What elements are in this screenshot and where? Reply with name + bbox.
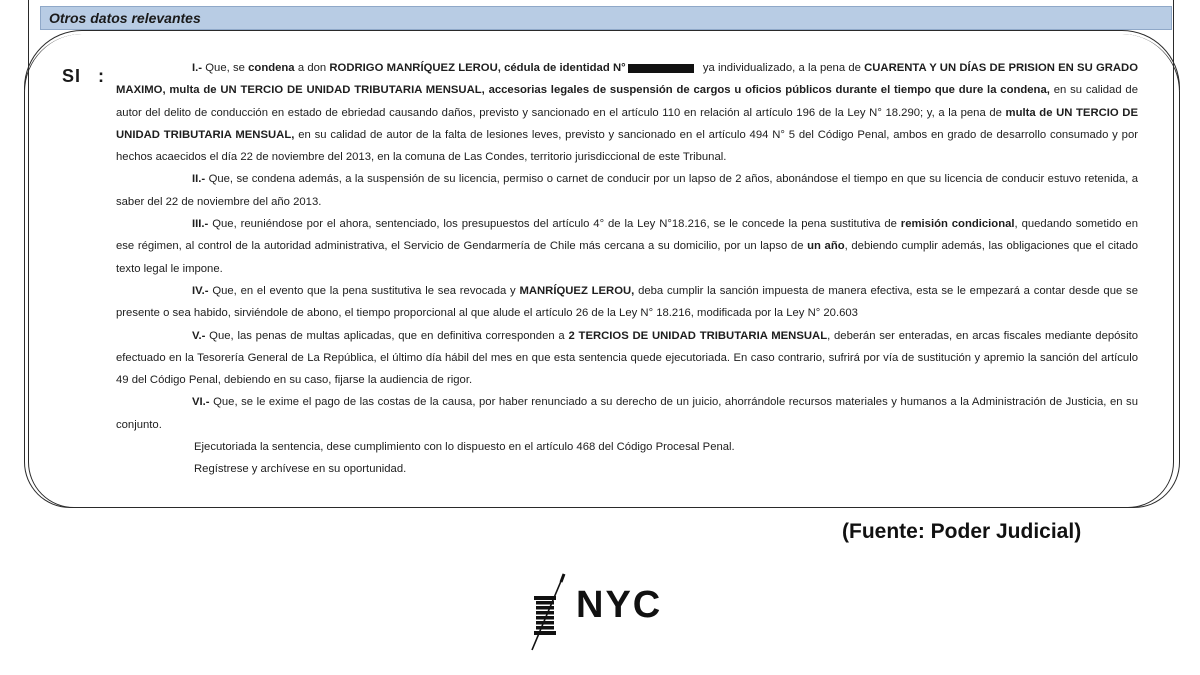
si-colon: : (98, 66, 104, 86)
paragraph-4: IV.- Que, en el evento que la pena sustitutiva le sea revocada y MANRÍQUEZ LEROU, deba cumplir la sanción impuesta de manera efectiva, esta se le empezará a contar desde que se presente o sea habido, sirviéndole de abono, el tiempo proporcional al que alude el artículo 26 de la Ley N° 18.216, modificada por la Ley N° 20.603 (116, 284, 1138, 320)
closing-line-2: Regístrese y archívese en su oportunidad. (194, 463, 407, 476)
paragraph-number: VI.- (192, 396, 210, 409)
si-label: SI (62, 66, 82, 86)
paragraph-number: II.- (192, 173, 206, 186)
paragraph-5: V.- Que, las penas de multas aplicadas, que en definitiva corresponden a 2 TERCIOS DE UNIDAD TRIBUTARIA MENSUAL, deberán ser enteradas, en arcas fiscales mediante depósito efectuado en la Tesorería General de La República, el último día hábil del mes en que esta sentencia quede ejecutoriada. En caso contrario, sufrirá por vía de sustitución y apremio la sanción del artículo 49 del Código Penal, debiendo en su caso, fijarse la audiencia de rigor. (116, 329, 1139, 387)
section-header-bar (40, 6, 1172, 30)
closing-line-1: Ejecutoriada la sentencia, dese cumplimiento con lo dispuesto en el artículo 468 del Código Procesal Penal. (194, 441, 735, 454)
paragraph-2: II.- Que, se condena además, a la suspensión de su licencia, permiso o carnet de conducir por un lapso de 2 años, abonándose el tiempo en que su licencia de conducir estuvo retenida, a saber del 22 de noviembre del año 2013. (116, 173, 1138, 208)
source-caption: (Fuente: Poder Judicial) (842, 520, 1082, 543)
paragraph-number: I.- (192, 62, 203, 74)
paragraph-number: IV.- (192, 284, 209, 297)
redacted-id-block (628, 64, 694, 73)
spool-needle-icon (528, 570, 574, 652)
nyc-logo (528, 570, 678, 652)
paragraph-1: I.- Que, se condena a don RODRIGO MANRÍQUEZ LEROU, cédula de identidad N° ya individualizado, a la pena de CUARENTA Y UN DÍAS DE PRISION EN SU GRADO MAXIMO, multa de UN TERCIO DE UNIDAD TRIBUTARIA MENSUAL, accesorias legales de suspensión de cargos u oficios públicos durante el tiempo que dure la condena, en su calidad de autor del delito de conducción en estado de ebriedad causando daños, previsto y sancionado en el artículo 110 en relación al artículo 196 de la Ley N° 18.290; y, a la pena de multa de UN TERCIO DE UNIDAD TRIBUTARIA MENSUAL, en su calidad de autor de la falta de lesiones leves, previsto y sancionado en el artículo 494 N° 5 del Código Penal, ambos en grado de desarrollo consumado y por hechos acaecidos el día 22 de noviembre del 2013, en la comuna de Las Condes, territorio jurisdiccional de este Tribunal. (116, 62, 1139, 164)
paragraph-3: III.- Que, reuniéndose por el ahora, sentenciado, los presupuestos del artículo 4° de la Ley N°18.216, se le concede la pena sustitutiva de remisión condicional, quedando sometido en ese régimen, al control de la autoridad administrativa, el Servicio de Gendarmería de Chile más cercana a su domicilio, por un lapso de un año, debiendo cumplir además, las obligaciones que el citado texto legal le impone. (116, 218, 1138, 275)
sentence-text (116, 57, 1138, 481)
section-header-title: Otros datos relevantes (49, 10, 201, 26)
logo-text: NYC (576, 584, 663, 626)
paragraph-number: V.- (192, 329, 206, 342)
paragraph-number: III.- (192, 218, 209, 231)
paragraph-6: VI.- Que, se le exime el pago de las costas de la causa, por haber renunciado a su derecho de un juicio, ahorrándole recursos materiales y humanos a la Administración de Justicia, en su conjunto. (116, 396, 1138, 431)
